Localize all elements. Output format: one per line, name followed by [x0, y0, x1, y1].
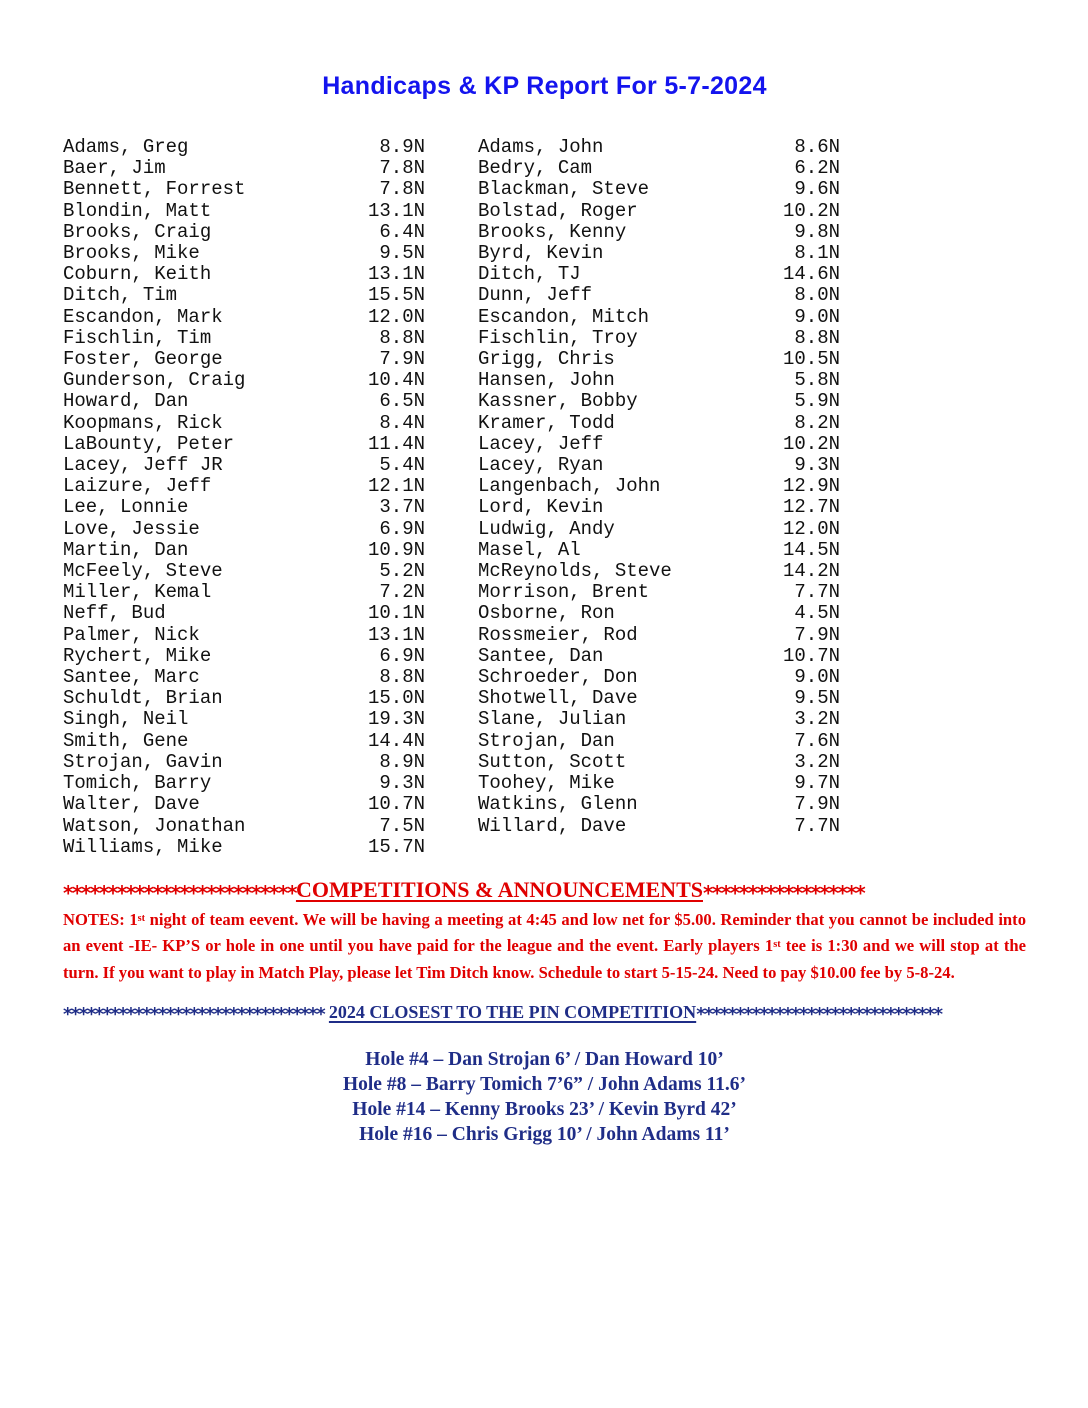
handicap-row	[63, 582, 425, 603]
handicap-value: 7.9N	[379, 348, 425, 371]
handicap-value: 14.2N	[782, 560, 840, 583]
handicap-value: 13.1N	[367, 199, 425, 222]
handicap-row	[478, 540, 840, 561]
handicap-value: 10.2N	[782, 432, 840, 455]
player-name: Love, Jessie	[63, 517, 200, 540]
player-name: Hansen, John	[478, 369, 615, 392]
player-name: Brooks, Kenny	[478, 220, 627, 243]
handicap-row	[478, 391, 840, 412]
handicap-value: 7.8N	[379, 157, 425, 180]
handicap-value: 6.2N	[794, 157, 840, 180]
player-name: Singh, Neil	[63, 708, 189, 731]
player-name: Walter, Dave	[63, 793, 200, 816]
handicap-value: 3.7N	[379, 496, 425, 519]
notes-text-segment: st	[137, 913, 146, 924]
handicap-row	[478, 243, 840, 264]
player-name: Lee, Lonnie	[63, 496, 189, 519]
player-name: Watson, Jonathan	[63, 814, 246, 837]
handicap-value: 6.9N	[379, 644, 425, 667]
handicap-value: 15.7N	[367, 835, 425, 858]
player-name: Byrd, Kevin	[478, 242, 604, 265]
handicap-row	[63, 434, 425, 455]
player-name: Lacey, Jeff JR	[63, 454, 223, 477]
player-name: Grigg, Chris	[478, 348, 615, 371]
handicap-row	[63, 752, 425, 773]
handicap-value: 15.0N	[367, 687, 425, 710]
player-name: Neff, Bud	[63, 602, 166, 625]
player-name: Smith, Gene	[63, 729, 189, 752]
handicap-row	[63, 307, 425, 328]
player-name: Palmer, Nick	[63, 623, 200, 646]
handicap-row	[478, 497, 840, 518]
handicap-value: 19.3N	[367, 708, 425, 731]
handicap-value: 12.9N	[782, 475, 840, 498]
handicap-row	[478, 307, 840, 328]
player-name: Langenbach, John	[478, 475, 661, 498]
player-name: Strojan, Gavin	[63, 750, 223, 773]
stars-left-decoration: **************************	[63, 880, 296, 905]
handicap-row	[478, 667, 840, 688]
player-name: Schuldt, Brian	[63, 687, 223, 710]
handicap-row	[63, 370, 425, 391]
handicap-value: 5.8N	[794, 369, 840, 392]
handicap-row	[478, 625, 840, 646]
player-name: Slane, Julian	[478, 708, 627, 731]
handicap-value: 12.0N	[782, 517, 840, 540]
kp-hole-result: Hole #16 – Chris Grigg 10’ / John Adams 11’	[359, 1123, 730, 1145]
handicap-row	[63, 264, 425, 285]
player-name: Howard, Dan	[63, 390, 189, 413]
player-name: Santee, Marc	[63, 666, 200, 689]
player-name: Schroeder, Don	[478, 666, 638, 689]
player-name: Foster, George	[63, 348, 223, 371]
handicap-row	[478, 413, 840, 434]
player-name: Ditch, Tim	[63, 284, 178, 307]
handicap-row	[63, 794, 425, 815]
player-name: Koopmans, Rick	[63, 411, 223, 434]
handicap-value: 8.1N	[794, 242, 840, 265]
player-name: Strojan, Dan	[478, 729, 615, 752]
handicap-value: 10.1N	[367, 602, 425, 625]
handicap-row	[63, 561, 425, 582]
player-name: Bolstad, Roger	[478, 199, 638, 222]
handicap-value: 9.3N	[794, 454, 840, 477]
player-name: Williams, Mike	[63, 835, 223, 858]
handicap-value: 10.2N	[782, 199, 840, 222]
handicap-value: 3.2N	[794, 708, 840, 731]
stars-right-decoration: *******************************	[696, 1004, 942, 1026]
handicap-value: 12.0N	[367, 305, 425, 328]
notes-paragraph	[63, 908, 1026, 984]
player-name: Dunn, Jeff	[478, 284, 593, 307]
player-name: Baer, Jim	[63, 157, 166, 180]
player-name: Lacey, Ryan	[478, 454, 604, 477]
handicap-row	[63, 137, 425, 158]
handicap-value: 8.8N	[379, 326, 425, 349]
handicap-row	[478, 731, 840, 752]
player-name: Blackman, Steve	[478, 178, 650, 201]
handicap-value: 11.4N	[367, 432, 425, 455]
handicap-row	[478, 603, 840, 624]
handicap-row	[63, 773, 425, 794]
handicap-value: 7.5N	[379, 814, 425, 837]
player-name: Brooks, Craig	[63, 220, 212, 243]
handicap-value: 10.5N	[782, 348, 840, 371]
handicap-column-left	[63, 137, 425, 858]
handicap-row	[63, 688, 425, 709]
handicap-value: 8.8N	[794, 326, 840, 349]
player-name: Ditch, TJ	[478, 263, 581, 286]
player-name: Gunderson, Craig	[63, 369, 246, 392]
handicap-value: 13.1N	[367, 263, 425, 286]
player-name: Fischlin, Tim	[63, 326, 212, 349]
handicap-row	[63, 519, 425, 540]
handicap-row	[478, 158, 840, 179]
handicap-row	[63, 540, 425, 561]
player-name: Bedry, Cam	[478, 157, 593, 180]
handicap-value: 8.4N	[379, 411, 425, 434]
player-name: Toohey, Mike	[478, 772, 615, 795]
handicap-value: 7.6N	[794, 729, 840, 752]
handicap-table	[63, 137, 1026, 858]
handicap-value: 10.7N	[782, 644, 840, 667]
handicap-row	[63, 731, 425, 752]
handicap-row	[478, 646, 840, 667]
player-name: Kassner, Bobby	[478, 390, 638, 413]
handicap-value: 12.7N	[782, 496, 840, 519]
handicap-value: 5.9N	[794, 390, 840, 413]
kp-header	[63, 1001, 1026, 1024]
handicap-row	[63, 179, 425, 200]
handicap-value: 5.4N	[379, 454, 425, 477]
stars-right-decoration: ******************	[702, 880, 865, 905]
handicap-row	[478, 285, 840, 306]
player-name: Kramer, Todd	[478, 411, 615, 434]
handicap-value: 9.5N	[794, 687, 840, 710]
handicap-row	[63, 328, 425, 349]
handicap-row	[63, 285, 425, 306]
handicap-value: 6.9N	[379, 517, 425, 540]
handicap-row	[478, 264, 840, 285]
player-name: Morrison, Brent	[478, 581, 650, 604]
handicap-value: 9.6N	[794, 178, 840, 201]
handicap-value: 7.7N	[794, 581, 840, 604]
handicap-row	[478, 476, 840, 497]
handicap-row	[478, 561, 840, 582]
kp-hole-result: Hole #4 – Dan Strojan 6’ / Dan Howard 10’	[365, 1048, 724, 1070]
handicap-value: 8.6N	[794, 136, 840, 158]
notes-text-segment: tee is 1:30 and we will stop at the turn. If you want to play in Match Play, please let Tim Ditch know. Schedule to start 5-15-24. Need to pay $10.00 fee by 5-8-24.	[63, 936, 1026, 982]
notes-text-segment: st	[773, 939, 781, 951]
handicap-value: 9.5N	[379, 242, 425, 265]
player-name: Blondin, Matt	[63, 199, 212, 222]
kp-hole-result: Hole #14 – Kenny Brooks 23’ / Kevin Byrd 42’	[352, 1098, 737, 1120]
handicap-row	[478, 816, 840, 837]
handicap-row	[478, 370, 840, 391]
handicap-value: 8.9N	[379, 136, 425, 158]
handicap-value: 7.8N	[379, 178, 425, 201]
handicap-value: 4.5N	[794, 602, 840, 625]
handicap-row	[478, 137, 840, 158]
player-name: McReynolds, Steve	[478, 560, 672, 583]
handicap-row	[478, 582, 840, 603]
handicap-value: 14.4N	[367, 729, 425, 752]
handicap-row	[63, 667, 425, 688]
handicap-row	[63, 625, 425, 646]
kp-hole-result: Hole #8 – Barry Tomich 7’6” / John Adams 11.6’	[342, 1073, 747, 1095]
handicap-row	[63, 243, 425, 264]
handicap-value: 8.0N	[794, 284, 840, 307]
player-name: Laizure, Jeff	[63, 475, 212, 498]
handicap-row	[478, 752, 840, 773]
handicap-value: 6.5N	[379, 390, 425, 413]
stars-left-decoration: *********************************	[63, 1004, 329, 1026]
kp-results	[63, 1047, 1026, 1147]
handicap-value: 3.2N	[794, 750, 840, 773]
handicap-value: 9.3N	[379, 772, 425, 795]
handicap-row	[63, 222, 425, 243]
handicap-row	[478, 455, 840, 476]
competitions-header	[63, 878, 1026, 903]
handicap-value: 8.9N	[379, 750, 425, 773]
handicap-value: 14.6N	[782, 263, 840, 286]
kp-heading: 2024 CLOSEST TO THE PIN COMPETITION	[328, 1001, 697, 1022]
handicap-row	[63, 837, 425, 858]
handicap-row	[478, 349, 840, 370]
player-name: Shotwell, Dave	[478, 687, 638, 710]
player-name: Watkins, Glenn	[478, 793, 638, 816]
player-name: Escandon, Mitch	[478, 305, 650, 328]
handicap-row	[478, 434, 840, 455]
handicap-row	[63, 709, 425, 730]
handicap-row	[63, 391, 425, 412]
handicap-row	[478, 773, 840, 794]
handicap-value: 13.1N	[367, 623, 425, 646]
handicap-value: 7.9N	[794, 623, 840, 646]
player-name: Tomich, Barry	[63, 772, 212, 795]
handicap-value: 6.4N	[379, 220, 425, 243]
handicap-value: 8.2N	[794, 411, 840, 434]
player-name: McFeely, Steve	[63, 560, 223, 583]
handicap-row	[63, 476, 425, 497]
player-name: Miller, Kemal	[63, 581, 212, 604]
handicap-row	[478, 519, 840, 540]
handicap-row	[63, 201, 425, 222]
player-name: Adams, John	[478, 136, 604, 158]
handicap-row	[63, 349, 425, 370]
competitions-heading: COMPETITIONS & ANNOUNCEMENTS	[295, 876, 703, 902]
handicap-row	[63, 646, 425, 667]
player-name: Masel, Al	[478, 538, 581, 561]
page-title: Handicaps & KP Report For 5-7-2024	[322, 72, 767, 100]
player-name: LaBounty, Peter	[63, 432, 235, 455]
player-name: Willard, Dave	[478, 814, 627, 837]
player-name: Lacey, Jeff	[478, 432, 604, 455]
handicap-value: 15.5N	[367, 284, 425, 307]
handicap-value: 7.9N	[794, 793, 840, 816]
handicap-row	[63, 413, 425, 434]
player-name: Santee, Dan	[478, 644, 604, 667]
handicap-value: 10.7N	[367, 793, 425, 816]
handicap-value: 10.4N	[367, 369, 425, 392]
handicap-row	[63, 816, 425, 837]
player-name: Rossmeier, Rod	[478, 623, 638, 646]
handicap-value: 9.0N	[794, 305, 840, 328]
handicap-row	[478, 794, 840, 815]
player-name: Adams, Greg	[63, 136, 189, 158]
player-name: Coburn, Keith	[63, 263, 212, 286]
handicap-row	[478, 201, 840, 222]
handicap-row	[478, 222, 840, 243]
handicap-row	[478, 688, 840, 709]
handicap-value: 14.5N	[782, 538, 840, 561]
player-name: Fischlin, Troy	[478, 326, 638, 349]
player-name: Sutton, Scott	[478, 750, 627, 773]
handicap-value: 9.8N	[794, 220, 840, 243]
player-name: Rychert, Mike	[63, 644, 212, 667]
handicap-row	[63, 158, 425, 179]
notes-text-segment: NOTES: 1	[63, 909, 138, 929]
handicap-value: 5.2N	[379, 560, 425, 583]
player-name: Osborne, Ron	[478, 602, 615, 625]
handicap-value: 12.1N	[367, 475, 425, 498]
handicap-row	[478, 328, 840, 349]
handicap-row	[63, 455, 425, 476]
handicap-value: 8.8N	[379, 666, 425, 689]
handicap-row	[63, 603, 425, 624]
player-name: Lord, Kevin	[478, 496, 604, 519]
player-name: Martin, Dan	[63, 538, 189, 561]
handicap-row	[478, 179, 840, 200]
handicap-row	[478, 709, 840, 730]
handicap-row	[63, 497, 425, 518]
handicap-column-right	[478, 137, 840, 858]
player-name: Escandon, Mark	[63, 305, 223, 328]
player-name: Brooks, Mike	[63, 242, 200, 265]
notes-text-segment: night of team eevent. We will be having a meeting at 4:45 and low net for $5.00. Reminder that you cannot be included into an event -IE- KP’S or hole in one until you have paid for the league and the event. Early players 1	[63, 909, 1026, 956]
handicap-value: 10.9N	[367, 538, 425, 561]
player-name: Bennett, Forrest	[63, 178, 246, 201]
handicap-value: 7.2N	[379, 581, 425, 604]
player-name: Ludwig, Andy	[478, 517, 615, 540]
handicap-value: 9.7N	[794, 772, 840, 795]
handicap-value: 7.7N	[794, 814, 840, 837]
handicap-value: 9.0N	[794, 666, 840, 689]
